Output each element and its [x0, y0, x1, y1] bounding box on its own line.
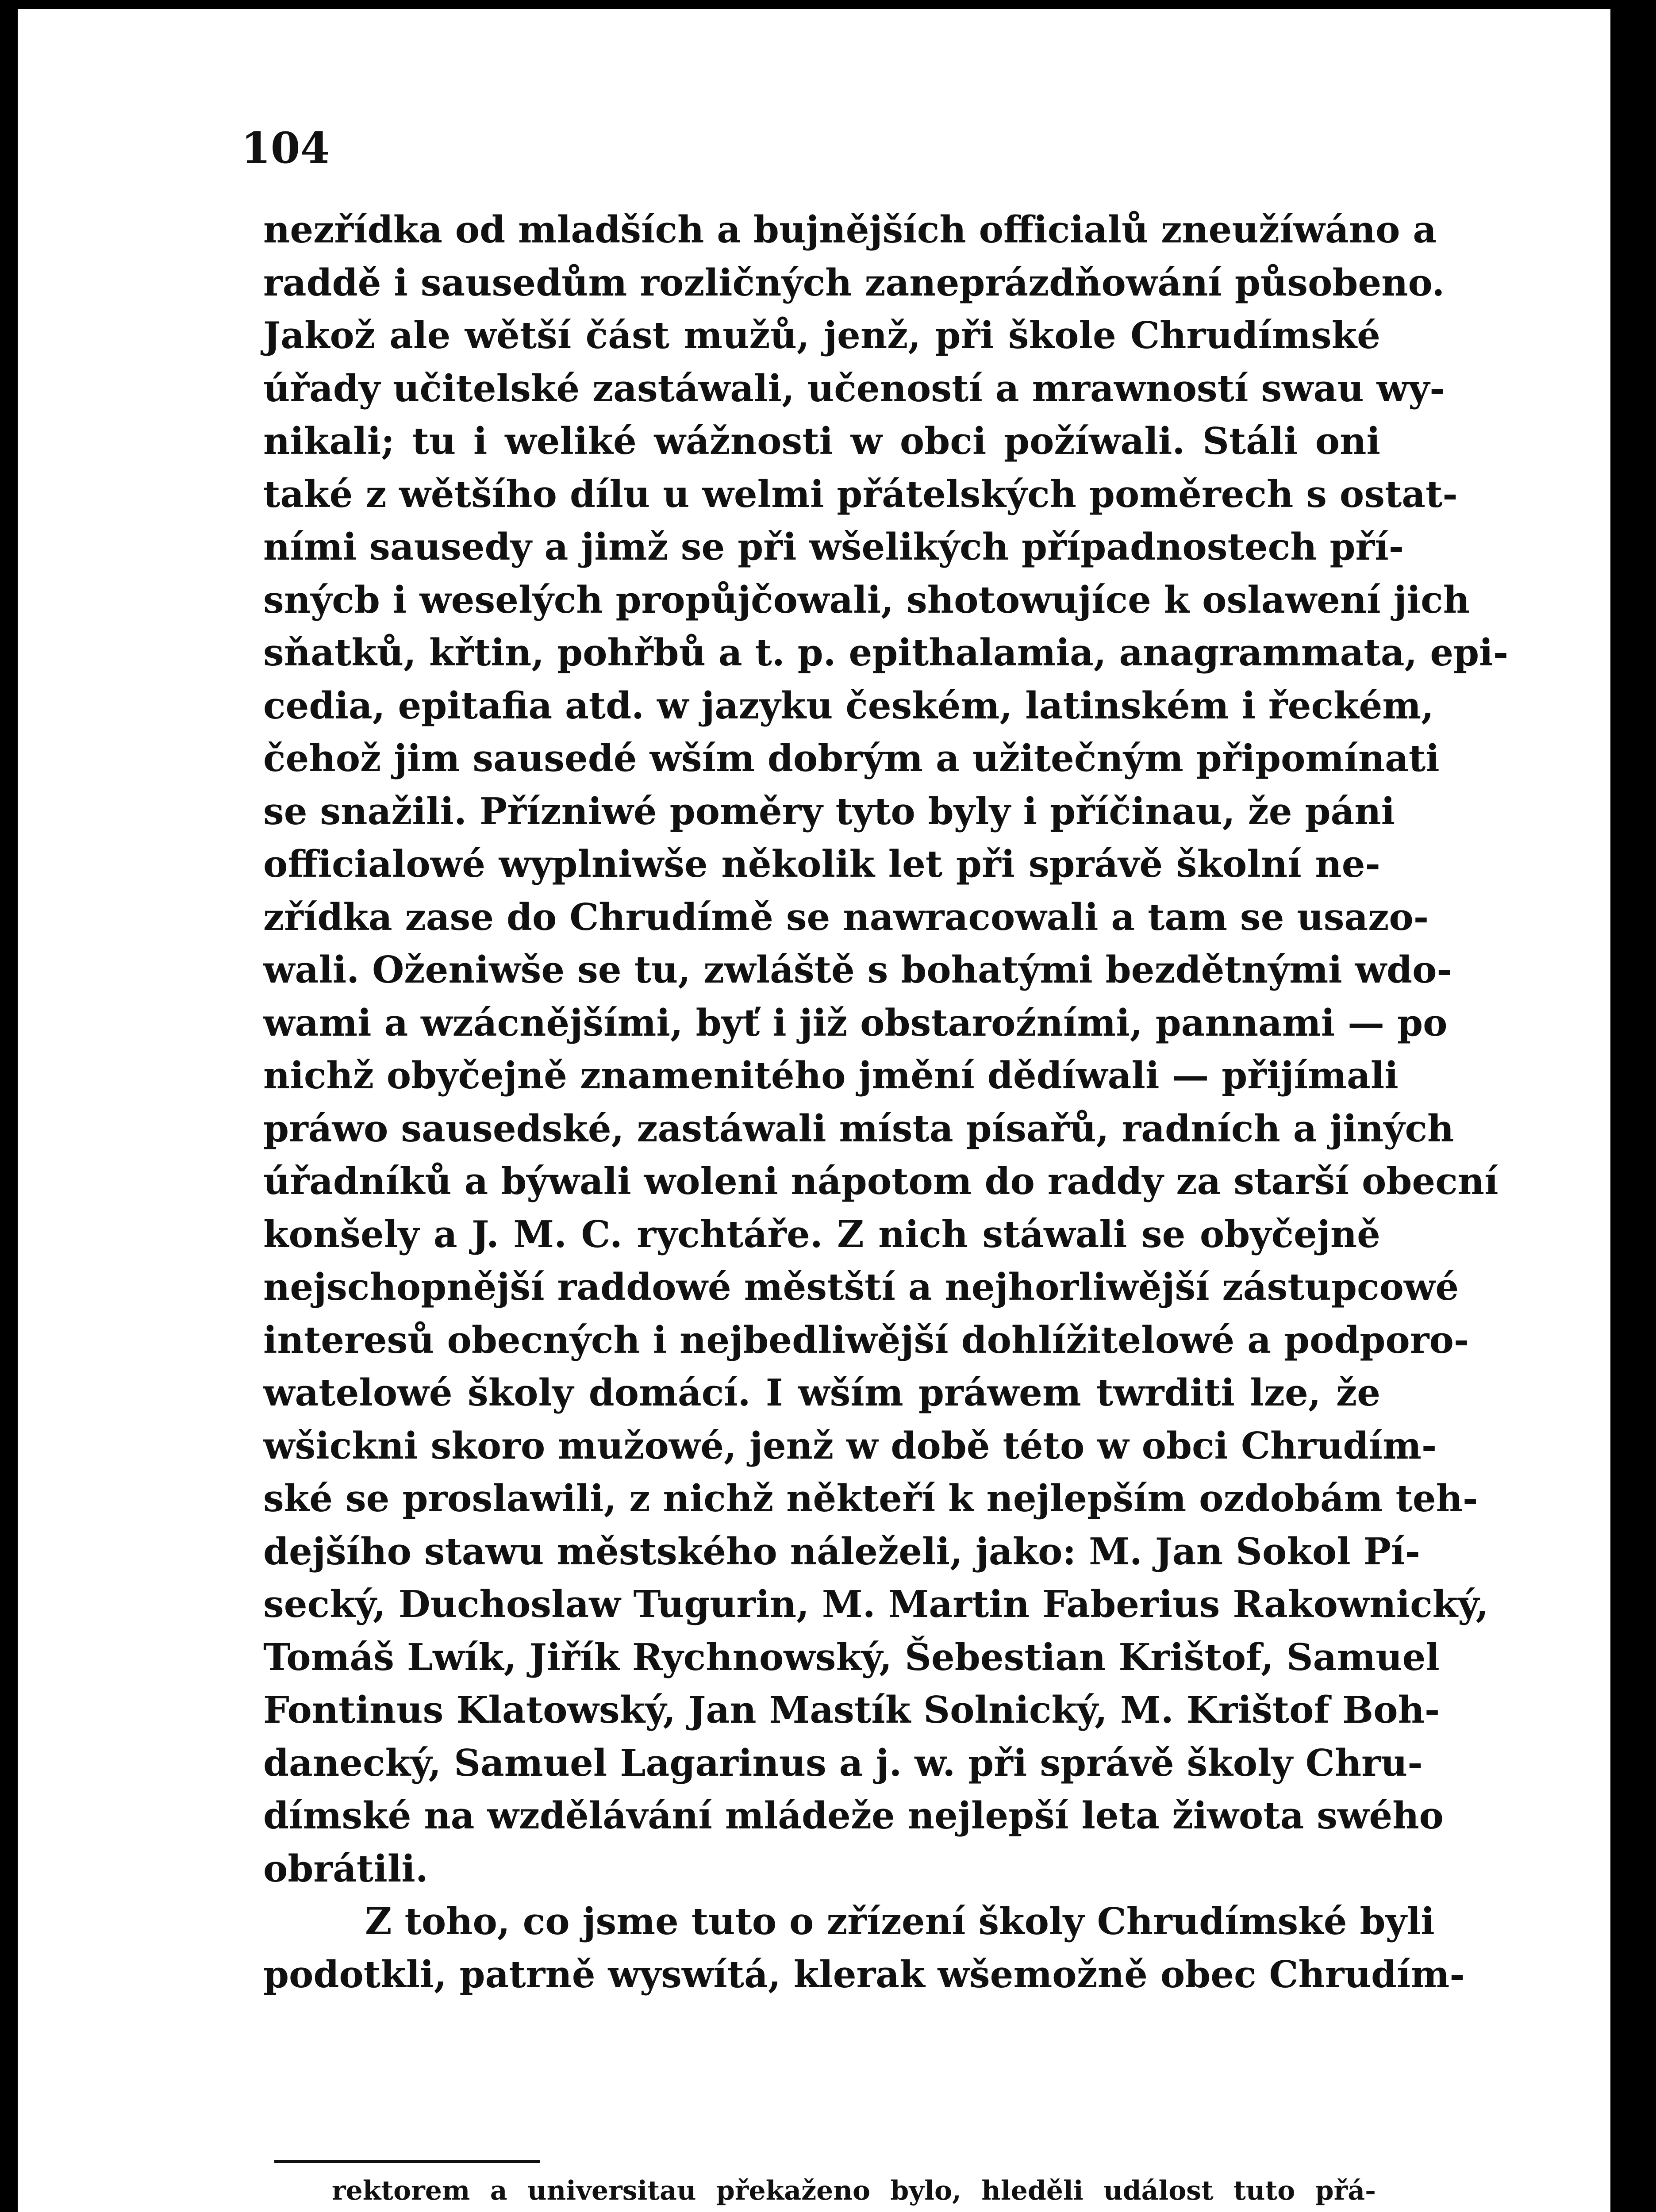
text-line: wšickni skoro mužowé, jenž w době této w obci Chrudím-: [263, 1424, 1437, 1467]
text-line: čehož jim sausedé wším dobrým a užitečným připomínati: [263, 737, 1440, 780]
text-line: officialowé wyplniwše několik let při správě školní ne-: [263, 842, 1380, 886]
text-line: nichž obyčejně znamenitého jmění dědíwali — přijímali: [263, 1054, 1399, 1097]
text-line: nejschopnější raddowé městští a nejhorliwější zástupcowé: [263, 1265, 1459, 1309]
footnote: [332, 2172, 1376, 2212]
text-line: raddě i sausedům rozličných zaneprázdňowání působeno.: [263, 261, 1445, 304]
text-line: Fontinus Klatowský, Jan Mastík Solnický, M. Krištof Boh-: [263, 1688, 1440, 1732]
page-number: 104: [241, 123, 330, 173]
text-line: wali. Oženiwše se tu, zwláště s bohatými bezdětnými wdo-: [263, 948, 1452, 991]
text-line: wami a wzácnějšími, byť i již obstaroźními, pannami — po: [263, 1001, 1448, 1045]
text-line: podotkli, patrně wyswítá, klerak wšemožně obec Chrudím-: [263, 1952, 1465, 1996]
text-line: ními sausedy a jimž se při wšelikých případnostech pří-: [263, 525, 1404, 568]
text-line: Jakož ale wětší část mužů, jenž, při škole Chrudímské: [263, 314, 1380, 357]
text-line: cedia, epitafia atd. w jazyku českém, latinském i řeckém,: [263, 684, 1434, 727]
book-page: [18, 9, 1610, 2212]
text-line: Tomáš Lwík, Jiřík Rychnowský, Šebestian Krištof, Samuel: [263, 1635, 1440, 1679]
text-line: konšely a J. M. C. rychtáře. Z nich stáwali se obyčejně: [263, 1212, 1380, 1256]
scan-edge: [1610, 0, 1656, 2212]
text-line: snýcb i weselých propůjčowali, shotowujíce k oslawení jich: [263, 578, 1470, 622]
footnote-divider: [274, 2160, 540, 2163]
text-line: úřady učitelské zastáwali, učeností a mrawností swau wy-: [263, 366, 1445, 410]
text-line: dímské na wzdělávání mládeže nejlepší leta žiwota swého: [263, 1794, 1444, 1837]
text-line: sňatků, křtin, pohřbů a t. p. epithalamia, anagrammata, epi-: [263, 631, 1509, 674]
text-line: zřídka zase do Chrudímě se nawracowali a tam se usazo-: [263, 895, 1429, 939]
text-line: úřadníků a býwali woleni nápotom do raddy za starší obecní: [263, 1160, 1498, 1203]
text-line: práwo sausedské, zastáwali místa písařů, radních a jiných: [263, 1106, 1454, 1150]
paragraph-start-line: Z toho, co jsme tuto o zřízení školy Chrudímské byli: [365, 1900, 1435, 1943]
text-line: nikali; tu i weliké wážnosti w obci požíwali. Stáli oni: [263, 419, 1380, 463]
footnote-line: [332, 2209, 1376, 2212]
text-line: danecký, Samuel Lagarinus a j. w. při správě školy Chru-: [263, 1741, 1423, 1785]
paragraph-end-line: obrátili.: [263, 1847, 428, 1890]
text-line: interesů obecných i nejbedliwější dohlížitelowé a podporo-: [263, 1318, 1469, 1362]
text-line: nezřídka od mladších a bujnějších officialů zneužíwáno a: [263, 208, 1437, 251]
text-line: secký, Duchoslaw Tugurin, M. Martin Faberius Rakownický,: [263, 1582, 1489, 1626]
text-line: ské se proslawili, z nichž někteří k nejlepším ozdobám teh-: [263, 1477, 1478, 1520]
text-line: dejšího stawu městského náleželi, jako: M. Jan Sokol Pí-: [263, 1529, 1421, 1573]
main-text: [263, 204, 1509, 2001]
text-line: také z wětšího dílu u welmi přátelských poměrech s ostat-: [263, 472, 1458, 516]
text-line: watelowé školy domácí. I wším práwem twrditi lze, že: [263, 1371, 1380, 1414]
footnote-line: rektorem a universitau překaženo bylo, hleděli událost tuto přá-: [332, 2175, 1376, 2206]
text-line: se snažili. Přízniwé poměry tyto byly i příčinau, že páni: [263, 789, 1395, 833]
